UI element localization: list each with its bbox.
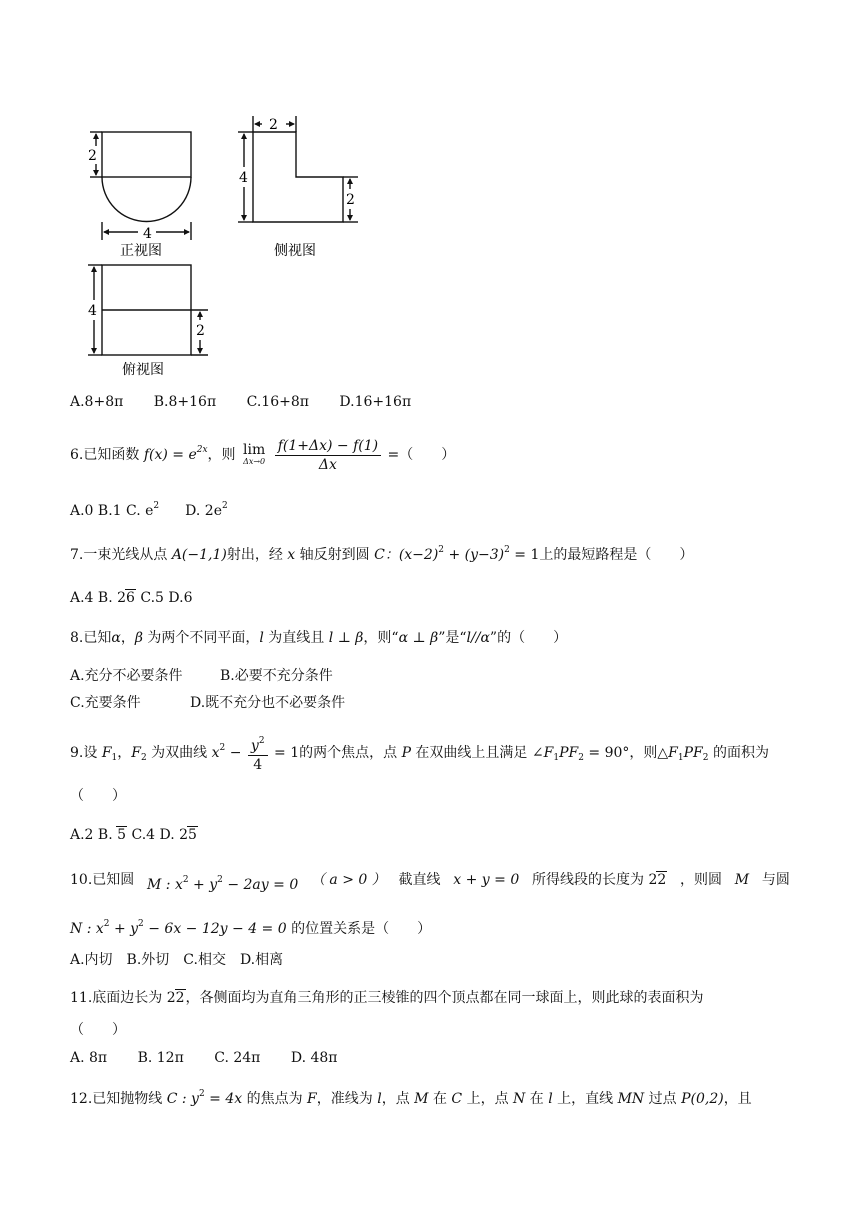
q7-x: x [287,547,296,563]
q12-text5: 在 [428,1091,452,1107]
q12-P: P(0,2) [681,1091,724,1107]
front-view-label: 正视图 [120,243,162,259]
q12-eq: = 4x [204,1091,243,1107]
q10-n-rest: − 6x − 12y − 4 = 0 [143,921,287,937]
q9-P: P [401,745,411,761]
q9-x: x [211,745,220,761]
q10-line: x + y = 0 [453,872,520,888]
q10-circle-m: M : x [147,877,183,893]
q5-option-b[interactable]: B.8+16π [153,394,217,410]
top-view-figure [80,260,220,380]
q9-options[interactable] [70,825,198,845]
q9-y: y [250,738,259,754]
q6-denominator: Δx [318,456,337,473]
q7-options-rest: C.5 D.6 [135,590,193,606]
q10-n-sq2: 2 [138,919,144,929]
side-l-shape [253,132,343,222]
top-dim-2: 2 [196,323,205,339]
q10-text6: 的位置关系是（ ） [286,921,432,937]
q10-m-sq2: 2 [217,875,223,885]
q8-options-row1 [70,666,333,686]
q10-n-sq1: 2 [103,919,110,929]
side-dim-2-right: 2 [346,192,355,208]
q9-tri-sub2: 2 [702,753,709,763]
q5-options [70,392,411,412]
q9-denominator: 4 [253,757,263,773]
side-dim-2-top: 2 [269,117,278,133]
q9-minus: − [225,745,246,761]
q9-paren: （ ） [70,788,126,804]
q12-parabola: C : y [166,1091,199,1107]
q6-lim-word: lim [243,442,266,458]
q10-text1: 10.已知圆 [70,872,135,888]
q10-m-y: + y [188,877,218,893]
q8-stem [70,628,567,648]
q9-angle-sub1: 1 [553,753,560,763]
q8-option-b[interactable]: B.必要不充分条件 [220,668,333,684]
q6-function: f(x) = e [143,447,197,463]
q9-f1-sub: 1 [111,753,118,763]
q9-options-rest: C.4 D. 2 [127,827,189,843]
q9-tri-sub1: 1 [677,753,684,763]
q8-text4: ，则“ [363,630,399,646]
q6-limit [243,443,265,467]
q9-fraction [248,732,268,774]
q12-text4: ，点 [381,1091,415,1107]
q8-text5: ”是“ [438,630,467,646]
q12-text10: ，且 [723,1091,752,1107]
q12-text8: 上，直线 [552,1091,618,1107]
q8-text2: 为两个不同平面， [142,630,260,646]
q11-option-c[interactable]: C. 24π [214,1050,261,1066]
q12-M: M [414,1091,429,1107]
q10-cond: （ a > 0 ） [310,872,386,888]
q8-text3: 为直线且 [263,630,329,646]
q6-options-sup: 2 [153,501,160,511]
q11-sqrt: 2 [175,990,185,1006]
front-dim-4: 4 [143,226,152,242]
q8-text6: ”的（ ） [489,630,568,646]
q6-suffix: =（ ） [387,447,456,463]
q7-sqrt: 6 [126,590,135,606]
q9-f2-sub: 2 [140,753,147,763]
q6-exponent: 2x [196,445,208,455]
q7-text3: 轴反射到圆 [295,547,375,563]
q9-sqrt1: 5 [117,827,127,843]
q8-option-a[interactable]: A.充分不必要条件 [70,668,183,684]
q8-p: α ⊥ β [398,630,439,646]
q11-option-b[interactable]: B. 12π [137,1050,184,1066]
front-semicircle [102,177,191,222]
q12-l: l [377,1091,382,1107]
q12-text9: 过点 [644,1091,682,1107]
q8-alpha: α [111,630,121,646]
q10-options[interactable]: A.内切 B.外切 C.相交 D.相离 [70,952,284,968]
q9-text3: 在双曲线上且满足 ∠ [410,745,544,761]
front-rect [102,132,191,177]
q11-paren: （ ） [70,1022,126,1038]
q10-m-sq1: 2 [182,875,189,885]
q10-circle-n: N : x [70,921,104,937]
top-view-label: 俯视图 [122,362,164,378]
q9-text4: 的面积为 [708,745,769,761]
q5-option-d[interactable]: D.16+16π [339,394,412,410]
q10-n-y: + y [109,921,139,937]
q7-options-text: A.4 B. 2 [70,590,127,606]
q12-N: N [513,1091,526,1107]
q6-options[interactable] [70,496,228,521]
q9-comma: ， [117,745,132,761]
q10-text4: ，则圆 [680,872,723,888]
q10-text3: 所得线段的长度为 2 [532,872,658,888]
q9-options-text: A.2 B. [70,827,118,843]
q9-numerator [248,732,268,756]
q10-m2: M [734,872,750,888]
q7-point: A(−1,1) [171,547,227,563]
q12-text2: 的焦点为 [242,1091,308,1107]
q9-stem [70,730,769,776]
q8-option-c[interactable]: C.充要条件 [70,695,141,711]
q11-text2: ，各侧面均为直角三角形的正三棱锥的四个顶点都在同一球面上，则此球的表面积为 [185,990,704,1006]
side-view-figure [230,112,370,262]
q10-m-rest: − 2ay = 0 [222,877,299,893]
q10-stem-line2 [70,914,431,939]
q9-x-sq: 2 [219,743,226,753]
q12-MN: MN [617,1091,645,1107]
q9-text1: 9.设 [70,745,102,761]
q12-F: F [307,1091,317,1107]
q9-angle-pf: PF [559,745,579,761]
front-view-figure [80,122,210,262]
q9-tri-f: F [668,745,678,761]
q7-sq2: 2 [504,545,510,555]
q10-text2: 截直线 [398,872,441,888]
q11-option-a[interactable]: A. 8π [70,1050,108,1066]
q9-tri-pf: PF [683,745,703,761]
q8-options-row2 [70,693,345,713]
q9-angle-f: F [543,745,554,761]
q11-text1: 11.底面边长为 2 [70,990,176,1006]
top-dim-4: 4 [88,303,97,319]
q10-sqrt: 2 [657,872,667,888]
q5-option-a[interactable]: A.8+8π [70,394,124,410]
q9-eq: = 1的两个焦点，点 [269,745,402,761]
q8-comma: ， [120,630,135,646]
q9-angle-sub2: 2 [578,753,584,763]
q10-stem-line1 [70,870,790,895]
q8-beta: β [134,630,143,646]
q7-options[interactable] [70,588,193,608]
q12-text6: 上，点 [462,1091,514,1107]
q6-then: ，则 [207,447,236,463]
q8-q: l//α [466,630,490,646]
q8-l: l [259,630,264,646]
q9-y-sq: 2 [258,736,265,746]
q8-text1: 8.已知 [70,630,112,646]
q6-numerator: f(1+Δx) − f(1) [275,437,381,456]
q12-C2: C [451,1091,463,1107]
q6-lim-under: Δx→0 [243,457,266,466]
q7-circle: C：(x−2) [374,547,439,563]
q12-sq: 2 [198,1089,205,1099]
q5-option-c[interactable]: C.16+8π [246,394,309,410]
q7-plus: + (y−3) [444,547,505,563]
side-dim-4: 4 [239,170,248,186]
q12-stem [70,1084,752,1109]
front-dim-2: 2 [88,148,97,164]
q9-f2: F [131,745,141,761]
q11-stem [70,988,704,1008]
q6-fraction [275,437,381,474]
q6-stem [70,432,455,474]
q6-option-d-sup: 2 [221,501,228,511]
q7-text4: = 1上的最短路程是（ ） [509,547,694,563]
side-view-label: 侧视图 [274,243,316,259]
q9-f1: F [101,745,112,761]
q8-cond: l ⊥ β [328,630,364,646]
q9-text2: 为双曲线 [146,745,212,761]
q8-option-d[interactable]: D.既不充分也不必要条件 [190,695,346,711]
q10-text5: 与圆 [761,872,790,888]
q9-sqrt2: 5 [188,827,197,843]
q12-text1: 12.已知抛物线 [70,1091,167,1107]
q7-stem [70,540,693,565]
q9-deg: = 90°，则△ [583,745,669,761]
q12-text3: ，准线为 [316,1091,378,1107]
q6-options-text: A.0 B.1 C. e [70,503,154,519]
q7-sq1: 2 [438,545,445,555]
q6-option-d: D. 2e [185,503,222,519]
q6-prefix: 6.已知函数 [70,447,140,463]
q11-option-d[interactable]: D. 48π [290,1050,338,1066]
q12-l2: l [548,1091,553,1107]
q7-text1: 7.一束光线从点 [70,547,172,563]
q7-text2: 射出，经 [226,547,288,563]
q12-text7: 在 [525,1091,549,1107]
q11-options [70,1048,338,1068]
